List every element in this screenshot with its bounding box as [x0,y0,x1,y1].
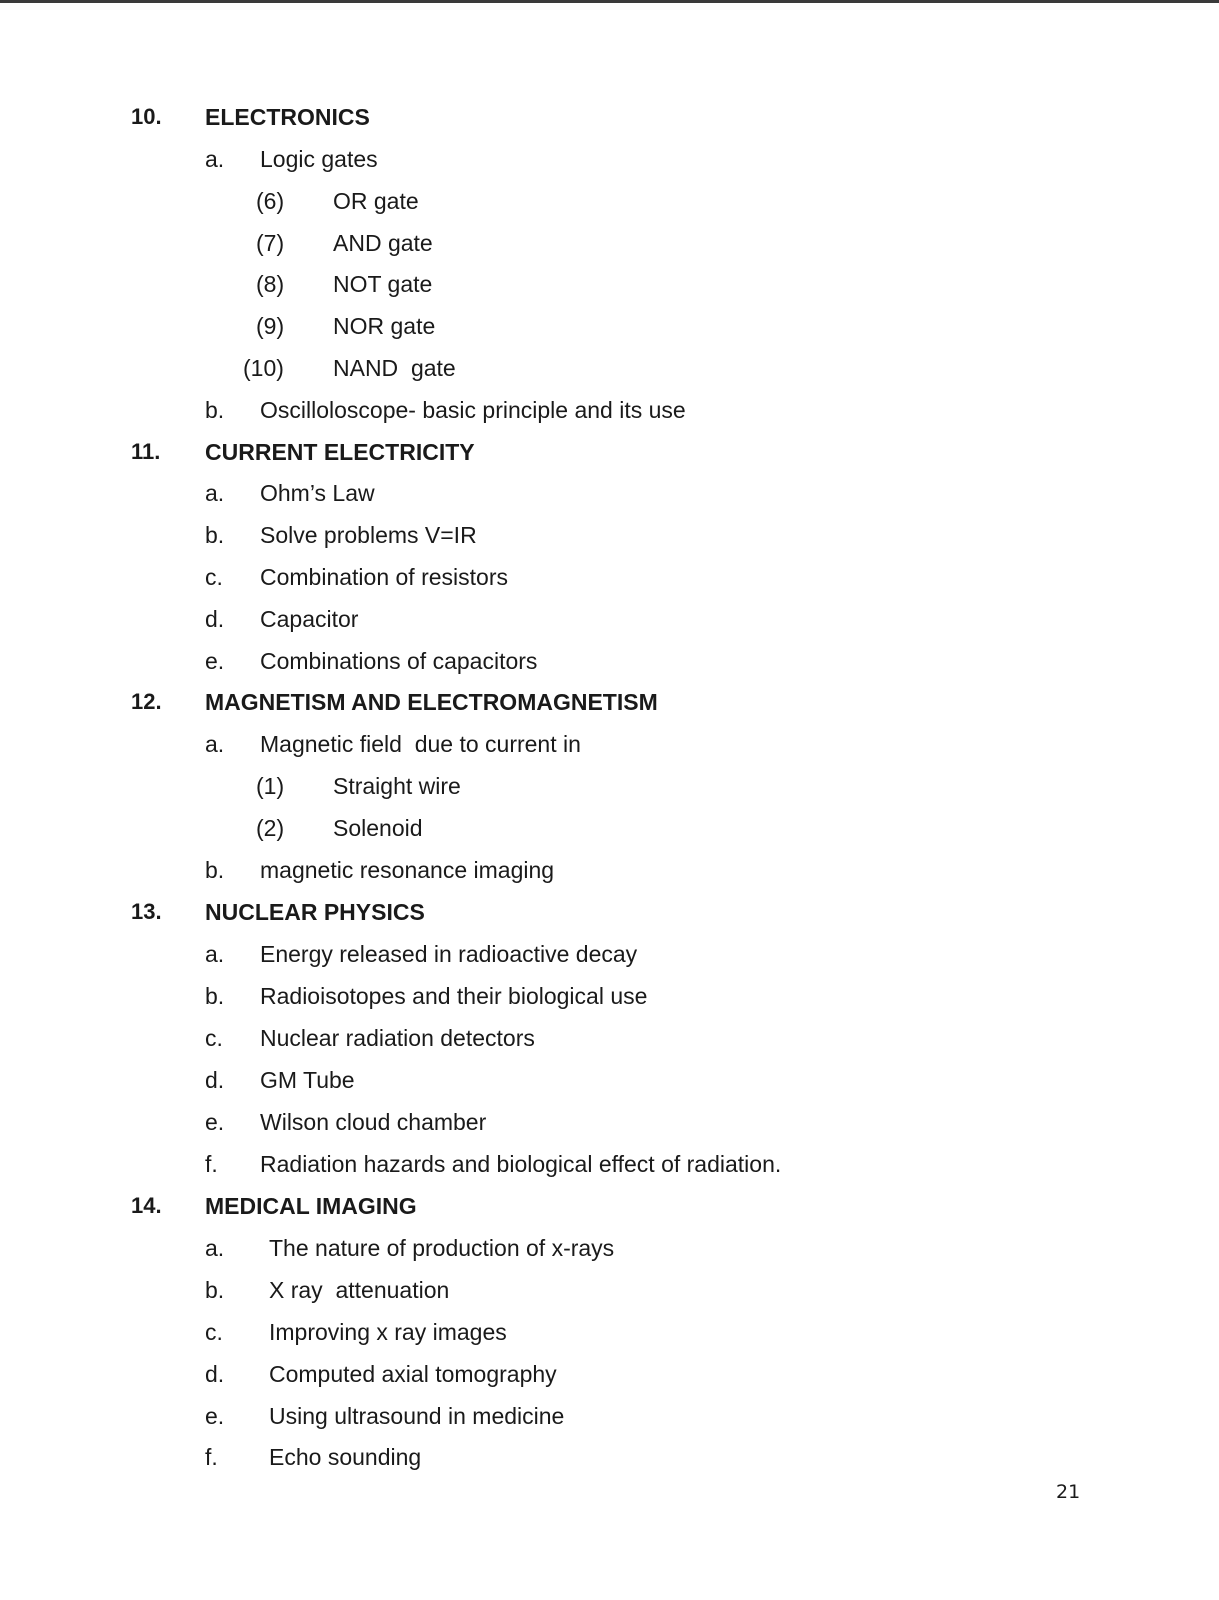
section-number: 14. [131,1193,162,1218]
item-letter: a. [205,941,225,967]
subitem-text: NOT gate [333,271,433,297]
item-letter: b. [205,397,225,423]
item-text: The nature of production of x-rays [269,1235,615,1261]
item-letter: b. [205,522,225,548]
subitem-label: (1) [256,773,285,799]
section-number: 13. [131,899,162,924]
item-letter: c. [205,564,223,590]
item-text: Echo sounding [269,1444,422,1470]
item-letter: f. [205,1444,218,1470]
item-letter: a. [205,731,225,757]
subitem-text: AND gate [333,230,433,256]
top-border-line [0,0,1219,3]
section-number: 10. [131,104,162,129]
item-text: Computed axial tomography [269,1361,557,1387]
subitem-text: NAND gate [333,355,456,381]
subitem-label: (8) [256,271,285,297]
item-text: Radioisotopes and their biological use [260,983,648,1009]
item-letter: b. [205,983,225,1009]
item-letter: a. [205,146,225,172]
item-text: Magnetic field due to current in [260,731,581,757]
item-text: Solve problems V=IR [260,522,477,548]
item-text: Energy released in radioactive decay [260,941,638,967]
item-letter: d. [205,1067,225,1093]
subitem-label: (6) [256,188,285,214]
subitem-label: (2) [256,815,285,841]
item-text: Using ultrasound in medicine [269,1403,565,1429]
item-letter: b. [205,857,225,883]
item-text: Logic gates [260,146,378,172]
subitem-text: OR gate [333,188,419,214]
item-letter: d. [205,606,225,632]
item-text: Combinations of capacitors [260,648,538,674]
subitem-label: (10) [243,355,284,381]
subitem-text: Solenoid [333,815,423,841]
item-text: Capacitor [260,606,359,632]
item-letter: e. [205,1109,225,1135]
item-letter: e. [205,648,225,674]
section-number: 11. [131,439,161,464]
section-title: ELECTRONICS [205,104,370,130]
item-text: Nuclear radiation detectors [260,1025,535,1051]
item-text: magnetic resonance imaging [260,857,555,883]
section-number: 12. [131,689,162,714]
item-text: Wilson cloud chamber [260,1109,487,1135]
item-letter: b. [205,1277,225,1303]
section-title: CURRENT ELECTRICITY [205,439,475,465]
subitem-label: (7) [256,230,285,256]
item-letter: e. [205,1403,225,1429]
item-text: Improving x ray images [269,1319,507,1345]
section-title: MAGNETISM AND ELECTROMAGNETISM [205,689,658,715]
item-letter: c. [205,1319,223,1345]
subitem-text: Straight wire [333,773,461,799]
item-letter: c. [205,1025,223,1051]
item-text: Radiation hazards and biological effect of radiation. [260,1151,782,1177]
section-title: MEDICAL IMAGING [205,1193,417,1219]
page-number: 21 [1056,1481,1081,1503]
section-title: NUCLEAR PHYSICS [205,899,425,925]
item-letter: f. [205,1151,218,1177]
item-letter: a. [205,1235,225,1261]
item-text: Combination of resistors [260,564,508,590]
item-letter: d. [205,1361,225,1387]
item-text: X ray attenuation [269,1277,450,1303]
item-letter: a. [205,480,225,506]
subitem-label: (9) [256,313,285,339]
item-text: Oscilloloscope- basic principle and its use [260,397,686,423]
item-text: GM Tube [260,1067,355,1093]
item-text: Ohm’s Law [260,480,375,506]
subitem-text: NOR gate [333,313,436,339]
